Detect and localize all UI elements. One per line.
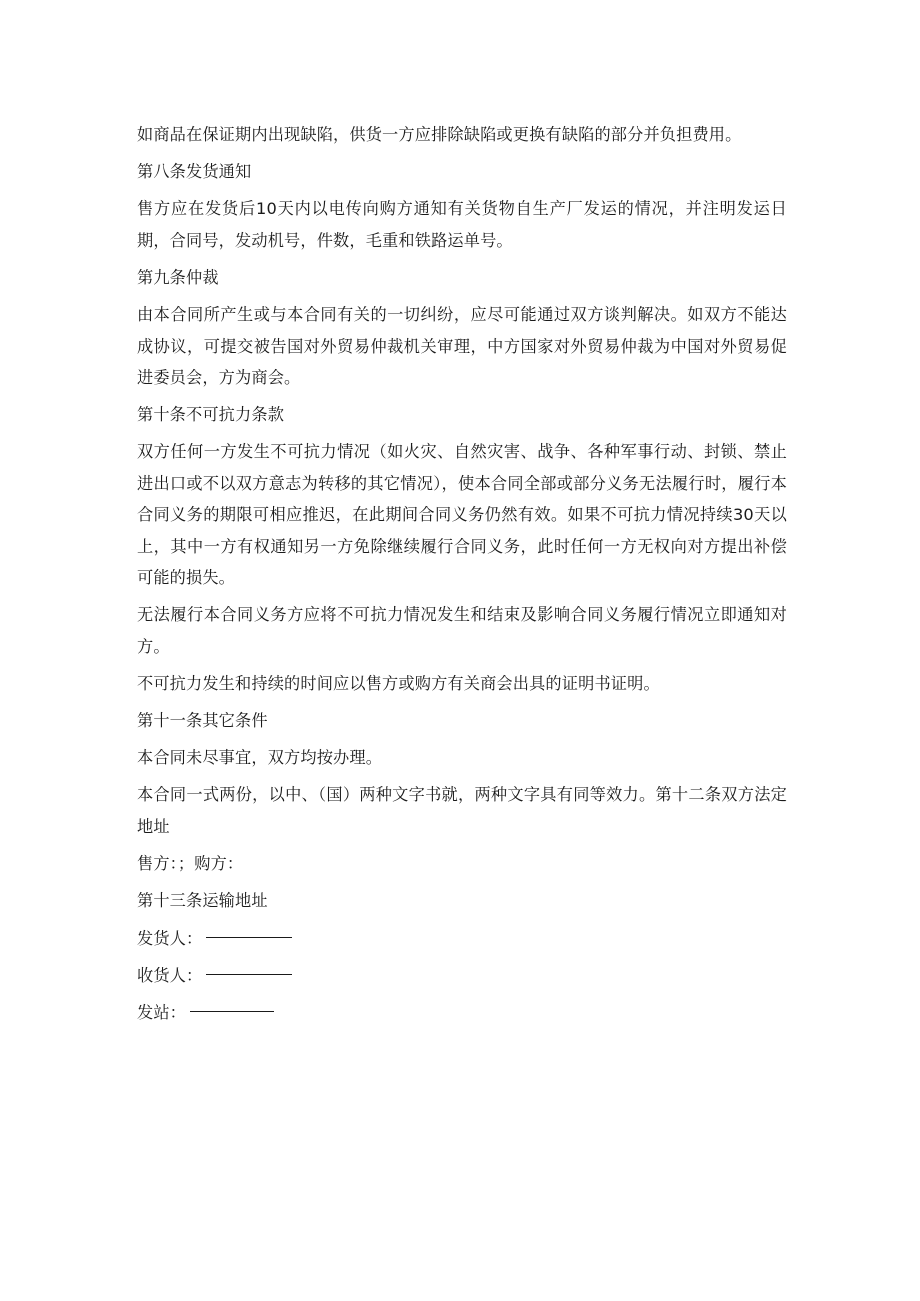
consignee-field xyxy=(137,960,787,991)
seller-buyer-address-line: 售方：；购方： xyxy=(137,854,244,874)
arbitration-paragraph: 由本合同所产生或与本合同有关的一切纠纷，应尽可能通过双方谈判解决。如双方不能达成协议，可提交被告国对外贸易仲裁机关审理，中方国家对外贸易仲裁为中国对外贸易促进委员会，方为商会。 xyxy=(137,305,787,388)
article-10-heading: 第十条不可抗力条款 xyxy=(137,405,285,425)
article-11-heading: 第十一条其它条件 xyxy=(137,711,268,731)
consignee-blank-line xyxy=(206,973,292,975)
departure-station-label: 发站： xyxy=(137,1002,187,1022)
shipper-field xyxy=(137,923,787,954)
shipper-label: 发货人： xyxy=(137,928,203,948)
article-8-heading: 第八条发货通知 xyxy=(137,162,252,182)
force-majeure-notice-paragraph: 无法履行本合同义务方应将不可抗力情况发生和结束及影响合同义务履行情况立即通知对方。 xyxy=(137,605,787,656)
shipper-blank-line xyxy=(206,936,292,938)
other-matters-paragraph: 本合同未尽事宜，双方均按办理。 xyxy=(137,748,383,768)
contract-body xyxy=(137,119,787,1034)
force-majeure-paragraph: 双方任何一方发生不可抗力情况（如火灾、自然灾害、战争、各种军事行动、封锁、禁止进出口或不以双方意志为转移的其它情况），使本合同全部或部分义务无法履行时，履行本合同义务的期限可相应推迟，在此期间合同义务仍然有效。如果不可抗力情况持续30天以上，其中一方有权通知另一方免除继续履行合同义务，此时任何一方无权向对方提出补偿可能的损失。 xyxy=(137,442,787,588)
departure-station-blank-line xyxy=(190,1010,274,1012)
copies-and-article-12-paragraph: 本合同一式两份，以中、（国）两种文字书就，两种文字具有同等效力。第十二条双方法定地址 xyxy=(137,785,787,836)
departure-station-field xyxy=(137,997,787,1028)
warranty-defect-paragraph: 如商品在保证期内出现缺陷，供货一方应排除缺陷或更换有缺陷的部分并负担费用。 xyxy=(137,125,742,144)
consignee-label: 收货人： xyxy=(137,965,203,985)
shipment-notice-paragraph: 售方应在发货后10天内以电传向购方通知有关货物自生产厂发运的情况，并注明发运日期，合同号，发动机号，件数，毛重和铁路运单号。 xyxy=(137,199,787,250)
article-9-heading: 第九条仲裁 xyxy=(137,268,219,288)
article-13-heading: 第十三条运输地址 xyxy=(137,891,268,911)
force-majeure-proof-paragraph: 不可抗力发生和持续的时间应以售方或购方有关商会出具的证明书证明。 xyxy=(137,673,660,693)
